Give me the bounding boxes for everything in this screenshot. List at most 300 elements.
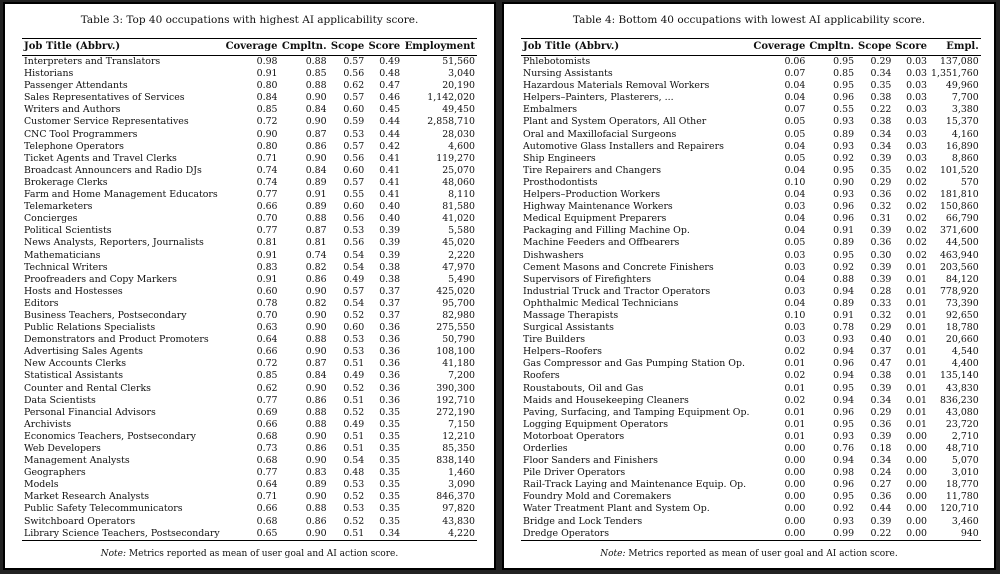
completion-cell: 0.93 [833, 140, 855, 152]
scope-cell: 0.34 [870, 68, 892, 80]
completion-cell: 0.55 [833, 104, 855, 116]
coverage-cell: 0.85 [256, 104, 278, 116]
coverage-cell: 0.05 [784, 128, 806, 140]
completion-cell: 0.86 [305, 140, 327, 152]
table-row [521, 286, 981, 298]
employment-cell: 778,920 [939, 285, 979, 297]
score-cell: 0.01 [906, 358, 927, 370]
scope-cell: 0.56 [343, 237, 365, 249]
scope-cell: 0.49 [343, 370, 365, 382]
coverage-cell: 0.07 [784, 68, 806, 80]
scope-cell: 0.56 [343, 213, 365, 225]
employment-cell: 3,090 [448, 479, 475, 491]
table-row [521, 346, 981, 358]
scope-cell: 0.60 [343, 322, 365, 334]
employment-cell: 20,660 [945, 334, 979, 346]
job-title-cell: Automotive Glass Installers and Repairers [523, 140, 724, 152]
job-title-cell: Roustabouts, Oil and Gas [523, 382, 644, 394]
coverage-cell: 0.74 [256, 164, 278, 176]
table-row [521, 455, 981, 467]
completion-cell: 0.96 [833, 479, 855, 491]
job-title-cell: Geographers [24, 467, 86, 479]
table-row [521, 56, 981, 69]
scope-cell: 0.51 [343, 358, 365, 370]
score-cell: 0.36 [379, 358, 401, 370]
scope-cell: 0.36 [870, 237, 892, 249]
completion-cell: 0.95 [833, 491, 855, 503]
table-row [521, 116, 981, 128]
score-cell: 0.00 [906, 443, 927, 454]
score-cell: 0.01 [906, 334, 927, 346]
score-cell: 0.40 [379, 213, 401, 225]
table-row [22, 165, 477, 177]
employment-cell: 5,580 [448, 225, 475, 237]
job-title-cell: Market Research Analysts [24, 491, 150, 503]
scope-cell: 0.57 [343, 92, 365, 104]
coverage-cell: 0.77 [256, 225, 278, 237]
employment-cell: 82,980 [442, 309, 475, 321]
job-title-cell: Brokerage Clerks [24, 176, 108, 188]
completion-cell: 0.94 [833, 394, 855, 406]
coverage-cell: 0.64 [256, 479, 278, 491]
scope-cell: 0.36 [870, 418, 892, 430]
employment-cell: 836,230 [939, 394, 979, 406]
table-row [521, 92, 981, 104]
coverage-cell: 0.63 [256, 322, 278, 334]
scope-cell: 0.51 [343, 394, 365, 406]
coverage-cell: 0.81 [256, 237, 278, 249]
score-cell: 0.36 [379, 370, 401, 382]
job-title-cell: Archivists [24, 418, 72, 430]
score-cell: 0.03 [906, 116, 927, 128]
coverage-cell: 0.00 [784, 467, 806, 479]
job-title-cell: Plant and System Operators, All Other [523, 116, 707, 128]
employment-cell: 47,970 [442, 261, 475, 273]
job-title-cell: Bridge and Lock Tenders [523, 515, 643, 527]
table-row [22, 322, 477, 334]
coverage-cell: 0.01 [784, 418, 806, 430]
col-employment: Employment [402, 39, 477, 56]
score-cell: 0.41 [379, 176, 401, 188]
coverage-cell: 0.77 [256, 467, 278, 479]
job-title-cell: Helpers–Painters, Plasterers, ... [523, 92, 674, 104]
scope-cell: 0.51 [343, 430, 365, 442]
completion-cell: 0.87 [305, 128, 327, 140]
completion-cell: 0.90 [280, 528, 329, 541]
score-cell: 0.03 [906, 80, 927, 92]
employment-cell: 3,380 [951, 104, 979, 116]
coverage-cell: 0.01 [784, 430, 806, 442]
score-cell: 0.00 [906, 515, 927, 527]
note-text: Metrics reported as mean of user goal and AI action score. [625, 549, 898, 559]
col-scope: Scope [329, 39, 367, 56]
coverage-cell: 0.03 [784, 334, 806, 346]
job-title-cell: Telephone Operators [24, 140, 124, 152]
completion-cell: 0.90 [305, 152, 327, 164]
table-row [521, 370, 981, 382]
completion-cell: 0.90 [305, 382, 327, 394]
job-title-cell: Business Teachers, Postsecondary [24, 309, 187, 321]
completion-cell: 0.93 [833, 430, 855, 442]
employment-cell: 3,460 [951, 515, 979, 527]
employment-cell: 2,220 [448, 249, 475, 261]
table-row [22, 479, 477, 491]
employment-cell: 108,100 [436, 346, 475, 358]
job-title-cell: Paving, Surfacing, and Tamping Equipment Op. [523, 406, 750, 418]
note-label: Note: [100, 549, 127, 559]
table-row [521, 68, 981, 80]
employment-cell: 15,370 [945, 116, 979, 128]
employment-cell: 43,830 [945, 382, 979, 394]
employment-cell: 181,810 [939, 189, 979, 201]
score-cell: 0.02 [906, 189, 927, 201]
score-cell: 0.02 [906, 201, 927, 213]
coverage-cell: 0.02 [784, 346, 806, 358]
score-cell: 0.35 [379, 467, 401, 479]
coverage-cell: 0.01 [784, 406, 806, 418]
job-title-cell: Writers and Authors [24, 104, 121, 116]
table-row [22, 443, 477, 455]
completion-cell: 0.89 [833, 297, 855, 309]
coverage-cell: 0.77 [256, 189, 278, 201]
employment-cell: 20,190 [442, 80, 475, 92]
job-title-cell: Management Analysts [24, 455, 130, 467]
score-cell: 0.02 [906, 237, 927, 249]
job-title-cell: Ticket Agents and Travel Clerks [24, 152, 177, 164]
completion-cell: 0.88 [305, 213, 327, 225]
scope-cell: 0.39 [870, 225, 892, 237]
score-cell: 0.03 [906, 140, 927, 152]
employment-cell: 73,390 [945, 297, 979, 309]
employment-cell: 192,710 [436, 394, 475, 406]
table-row [521, 225, 981, 237]
col-completion: Cmpltn. [807, 39, 856, 56]
scope-cell: 0.53 [343, 225, 365, 237]
scope-cell: 0.49 [343, 418, 365, 430]
score-cell: 0.03 [906, 56, 927, 67]
job-title-cell: Library Science Teachers, Postsecondary [22, 528, 223, 541]
employment-cell: 4,400 [951, 358, 979, 370]
coverage-cell: 0.07 [784, 104, 806, 116]
coverage-cell: 0.06 [784, 56, 806, 67]
table-note [5, 549, 494, 559]
completion-cell: 0.93 [833, 116, 855, 128]
score-cell: 0.42 [379, 140, 401, 152]
coverage-cell: 0.05 [784, 237, 806, 249]
coverage-cell: 0.04 [784, 164, 806, 176]
employment-cell: 49,450 [442, 104, 475, 116]
table-row [521, 358, 981, 370]
score-cell: 0.01 [906, 261, 927, 273]
completion-cell: 0.84 [305, 164, 327, 176]
employment-cell: 45,020 [442, 237, 475, 249]
completion-cell: 0.90 [305, 455, 327, 467]
completion-cell: 0.96 [833, 92, 855, 104]
completion-cell: 0.89 [833, 237, 855, 249]
note-label: Note: [600, 549, 626, 559]
scope-cell: 0.40 [870, 334, 892, 346]
job-title-cell: Telemarketers [24, 201, 93, 213]
job-title-cell: Statistical Assistants [24, 370, 124, 382]
employment-cell: 84,120 [945, 273, 979, 285]
table-row [22, 467, 477, 479]
job-title-cell: CNC Tool Programmers [24, 128, 138, 140]
employment-cell: 275,550 [436, 322, 475, 334]
employment-cell: 4,160 [951, 128, 979, 140]
table-row [521, 334, 981, 346]
coverage-cell: 0.73 [256, 443, 278, 454]
table-row [22, 213, 477, 225]
job-title-cell: Massage Therapists [523, 309, 619, 321]
completion-cell: 0.88 [305, 80, 327, 92]
completion-cell: 0.94 [833, 370, 855, 382]
scope-cell: 0.29 [870, 406, 892, 418]
score-cell: 0.01 [906, 322, 927, 334]
job-title-cell: Rail-Track Laying and Maintenance Equip. Op. [523, 479, 747, 491]
employment-cell: 43,080 [945, 406, 979, 418]
coverage-cell: 0.66 [256, 346, 278, 358]
score-cell: 0.01 [906, 297, 927, 309]
table-row [22, 237, 477, 249]
table-row [22, 310, 477, 322]
completion-cell: 0.94 [833, 455, 855, 467]
employment-cell: 43,830 [442, 515, 475, 527]
col-employment: Empl. [929, 39, 981, 56]
job-title-cell: Tire Repairers and Changers [523, 164, 662, 176]
score-cell: 0.39 [379, 249, 401, 261]
job-title-cell: Mathematicians [24, 249, 101, 261]
completion-cell: 0.90 [833, 176, 855, 188]
job-title-cell: Nursing Assistants [523, 68, 613, 80]
table-row [22, 383, 477, 395]
completion-cell: 0.90 [305, 430, 327, 442]
coverage-cell: 0.66 [256, 503, 278, 515]
employment-cell: 570 [960, 176, 979, 188]
score-cell: 0.36 [379, 334, 401, 346]
employment-cell: 940 [929, 528, 981, 541]
employment-cell: 1,460 [448, 467, 475, 479]
scope-cell: 0.34 [870, 394, 892, 406]
score-cell: 0.01 [906, 285, 927, 297]
table-row [22, 358, 477, 370]
coverage-cell: 0.03 [784, 322, 806, 334]
score-cell: 0.01 [906, 418, 927, 430]
table-row [521, 129, 981, 141]
employment-cell: 1,351,760 [931, 68, 979, 80]
table-caption: Table 3: Top 40 occupations with highest AI applicability score. [80, 14, 419, 26]
coverage-cell: 0.10 [784, 176, 806, 188]
completion-cell: 0.91 [833, 309, 855, 321]
score-cell: 0.35 [379, 418, 401, 430]
employment-cell: 50,790 [442, 334, 475, 346]
table-row [521, 516, 981, 528]
completion-cell: 0.86 [305, 273, 327, 285]
completion-cell: 0.81 [305, 237, 327, 249]
job-title-cell: Broadcast Announcers and Radio DJs [24, 164, 202, 176]
completion-cell: 0.93 [833, 515, 855, 527]
employment-cell: 49,960 [945, 80, 979, 92]
coverage-cell: 0.91 [256, 249, 278, 261]
coverage-cell: 0.02 [784, 370, 806, 382]
coverage-cell: 0.78 [256, 297, 278, 309]
header-row [22, 39, 477, 56]
table-row [22, 419, 477, 431]
table-row [521, 262, 981, 274]
employment-cell: 390,300 [436, 382, 475, 394]
score-cell: 0.35 [379, 479, 401, 491]
table-row [521, 298, 981, 310]
employment-cell: 8,110 [448, 189, 475, 201]
employment-cell: 4,220 [402, 528, 477, 541]
score-cell: 0.02 [906, 176, 927, 188]
scope-cell: 0.29 [870, 56, 892, 67]
scope-cell: 0.49 [343, 273, 365, 285]
job-title-cell: Advertising Sales Agents [24, 346, 143, 358]
score-cell: 0.01 [906, 346, 927, 358]
scope-cell: 0.54 [343, 455, 365, 467]
completion-cell: 0.95 [833, 418, 855, 430]
coverage-cell: 0.03 [784, 249, 806, 261]
scope-cell: 0.32 [870, 309, 892, 321]
bottom-occupations-table [521, 38, 981, 541]
coverage-cell: 0.64 [256, 334, 278, 346]
scope-cell: 0.51 [343, 443, 365, 454]
coverage-cell: 0.90 [256, 128, 278, 140]
table-row [521, 80, 981, 92]
scope-cell: 0.62 [343, 80, 365, 92]
score-cell: 0.01 [906, 273, 927, 285]
table-row [521, 395, 981, 407]
table-row [521, 141, 981, 153]
coverage-cell: 0.71 [256, 152, 278, 164]
table-row [22, 153, 477, 165]
scope-cell: 0.52 [343, 515, 365, 527]
note-text: Metrics reported as mean of user goal and AI action score. [126, 549, 399, 559]
job-title-cell: News Analysts, Reporters, Journalists [24, 237, 204, 249]
scope-cell: 0.35 [870, 164, 892, 176]
coverage-cell: 0.04 [784, 225, 806, 237]
coverage-cell: 0.02 [784, 394, 806, 406]
score-cell: 0.00 [906, 479, 927, 491]
job-title-cell: Industrial Truck and Tractor Operators [523, 285, 711, 297]
coverage-cell: 0.00 [784, 479, 806, 491]
employment-cell: 1,142,020 [427, 92, 475, 104]
score-cell: 0.38 [379, 273, 401, 285]
table-row [521, 274, 981, 286]
completion-cell: 0.85 [305, 68, 327, 80]
completion-cell: 0.92 [833, 503, 855, 515]
table-row [22, 370, 477, 382]
employment-cell: 51,560 [442, 56, 475, 67]
table-row [22, 346, 477, 358]
score-cell: 0.00 [893, 528, 929, 541]
completion-cell: 0.78 [833, 322, 855, 334]
scope-cell: 0.34 [870, 455, 892, 467]
completion-cell: 0.88 [305, 334, 327, 346]
coverage-cell: 0.04 [784, 297, 806, 309]
table-row [22, 56, 477, 69]
scope-cell: 0.31 [870, 213, 892, 225]
job-title-cell: Phlebotomists [523, 56, 591, 67]
completion-cell: 0.91 [305, 189, 327, 201]
scope-cell: 0.57 [343, 176, 365, 188]
scope-cell: 0.39 [870, 273, 892, 285]
coverage-cell: 0.03 [784, 285, 806, 297]
coverage-cell: 0.80 [256, 80, 278, 92]
table-row [22, 455, 477, 467]
job-title-cell: Technical Writers [24, 261, 108, 273]
job-title-cell: Sales Representatives of Services [24, 92, 185, 104]
score-cell: 0.47 [379, 80, 401, 92]
col-coverage: Coverage [751, 39, 807, 56]
completion-cell: 0.95 [833, 164, 855, 176]
score-cell: 0.44 [379, 116, 401, 128]
score-cell: 0.01 [906, 406, 927, 418]
employment-cell: 18,770 [945, 479, 979, 491]
employment-cell: 425,020 [436, 285, 475, 297]
job-title-cell: Editors [24, 297, 59, 309]
table-row [22, 80, 477, 92]
employment-cell: 25,070 [442, 164, 475, 176]
table-row [22, 395, 477, 407]
completion-cell: 0.90 [305, 309, 327, 321]
score-cell: 0.35 [379, 515, 401, 527]
table-note [504, 549, 994, 559]
completion-cell: 0.96 [833, 213, 855, 225]
coverage-cell: 0.60 [256, 285, 278, 297]
table-row [22, 68, 477, 80]
employment-cell: 150,860 [939, 201, 979, 213]
scope-cell: 0.28 [870, 285, 892, 297]
top-occupations-table [22, 38, 477, 541]
col-score: Score [366, 39, 402, 56]
score-cell: 0.02 [906, 164, 927, 176]
completion-cell: 0.88 [305, 56, 327, 67]
table-row [22, 431, 477, 443]
table-row [521, 419, 981, 431]
completion-cell: 0.90 [305, 92, 327, 104]
completion-cell: 0.94 [833, 285, 855, 297]
score-cell: 0.36 [379, 346, 401, 358]
col-job-title: Job Title (Abbrv.) [521, 39, 751, 56]
score-cell: 0.00 [906, 455, 927, 467]
completion-cell: 0.95 [833, 249, 855, 261]
job-title-cell: Logging Equipment Operators [523, 418, 669, 430]
coverage-cell: 0.01 [784, 382, 806, 394]
table-row [521, 237, 981, 249]
scope-cell: 0.32 [870, 201, 892, 213]
score-cell: 0.46 [379, 92, 401, 104]
table-row [521, 443, 981, 455]
scope-cell: 0.24 [870, 467, 892, 479]
employment-cell: 135,140 [939, 370, 979, 382]
job-title-cell: Medical Equipment Preparers [523, 213, 667, 225]
score-cell: 0.00 [906, 503, 927, 515]
job-title-cell: Helpers–Production Workers [523, 189, 661, 201]
score-cell: 0.03 [906, 128, 927, 140]
score-cell: 0.02 [906, 249, 927, 261]
employment-cell: 44,500 [945, 237, 979, 249]
score-cell: 0.37 [379, 285, 401, 297]
score-cell: 0.37 [379, 309, 401, 321]
job-title-cell: Gas Compressor and Gas Pumping Station Op. [523, 358, 745, 370]
coverage-cell: 0.04 [784, 80, 806, 92]
completion-cell: 0.95 [833, 382, 855, 394]
scope-cell: 0.51 [329, 528, 367, 541]
scope-cell: 0.33 [870, 297, 892, 309]
job-title-cell: Cement Masons and Concrete Finishers [523, 261, 714, 273]
score-cell: 0.41 [379, 189, 401, 201]
